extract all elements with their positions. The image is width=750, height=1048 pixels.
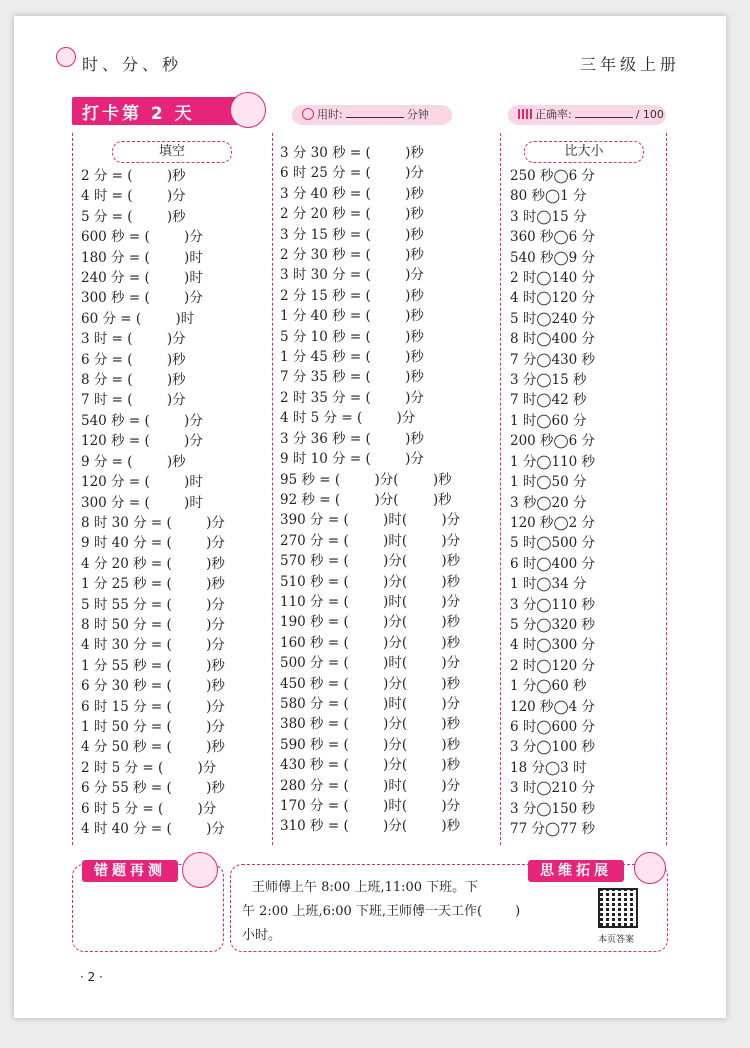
exercise-item[interactable]: 1 时◯50 分 <box>510 474 587 491</box>
exercise-item[interactable]: 1 分 25 秒 = ( )秒 <box>81 576 225 593</box>
exercise-item[interactable]: 7 分◯430 秒 <box>510 351 596 368</box>
exercise-item[interactable]: 1 时 50 分 = ( )分 <box>81 718 225 735</box>
exercise-item[interactable]: 180 分 = ( )时 <box>81 249 203 266</box>
exercise-item[interactable]: 6 分 = ( )秒 <box>81 351 186 368</box>
exercise-item[interactable]: 5 分 10 秒 = ( )秒 <box>280 328 424 345</box>
exercise-item[interactable]: 6 时 25 分 = ( )分 <box>280 165 424 182</box>
exercise-item[interactable]: 120 秒◯2 分 <box>510 514 596 531</box>
exercise-item[interactable]: 360 秒◯6 分 <box>510 229 596 246</box>
exercise-item[interactable]: 430 秒 = ( )分( )秒 <box>280 757 461 774</box>
exercise-item[interactable]: 3 时◯15 分 <box>510 208 587 225</box>
bar-chart-icon <box>518 109 532 119</box>
exercise-item[interactable]: 250 秒◯6 分 <box>510 168 596 184</box>
exercise-item[interactable]: 1 分 40 秒 = ( )秒 <box>280 308 424 325</box>
exercise-item[interactable]: 3 分◯150 秒 <box>510 800 596 817</box>
exercise-item[interactable]: 120 秒◯4 分 <box>510 698 596 715</box>
exercise-item[interactable]: 95 秒 = ( )分( )秒 <box>280 471 452 488</box>
exercise-item[interactable]: 6 分 30 秒 = ( )秒 <box>81 678 225 695</box>
day-banner-title: 打卡第 2 天 <box>82 104 195 124</box>
exercise-item[interactable]: 3 时 30 分 = ( )分 <box>280 267 424 284</box>
exercise-item[interactable]: 190 秒 = ( )分( )秒 <box>280 614 461 631</box>
exercise-item[interactable]: 3 分◯15 秒 <box>510 372 587 389</box>
question-line-2: 午 2:00 上班,6:00 下班,王师傅一天工作( ) <box>242 904 521 919</box>
exercise-item[interactable]: 160 秒 = ( )分( )秒 <box>280 634 461 651</box>
exercise-item[interactable]: 2 时◯140 分 <box>510 270 596 287</box>
accuracy-pill <box>508 105 666 125</box>
exercise-item[interactable]: 170 分 = ( )时( )分 <box>280 798 461 814</box>
exercise-item[interactable]: 6 时◯400 分 <box>510 555 596 572</box>
exercise-item[interactable]: 3 分 40 秒 = ( )秒 <box>280 185 424 202</box>
time-used-blank[interactable] <box>346 107 404 118</box>
dog-mascot-icon <box>230 92 266 128</box>
exercise-item[interactable]: 4 分 20 秒 = ( )秒 <box>81 555 225 572</box>
exercise-item[interactable]: 1 时◯60 分 <box>510 412 587 429</box>
exercise-item[interactable]: 6 时 5 分 = ( )分 <box>81 800 217 817</box>
qr-code-icon[interactable] <box>598 888 638 928</box>
exercise-item[interactable]: 120 分 = ( )时 <box>81 474 203 491</box>
exercise-item[interactable]: 3 秒◯20 分 <box>510 494 587 511</box>
exercise-item[interactable]: 5 时 55 分 = ( )分 <box>81 596 225 613</box>
exercise-item[interactable]: 580 分 = ( )时( )分 <box>280 695 461 712</box>
exercise-item[interactable]: 9 时 10 分 = ( )分 <box>280 451 424 468</box>
elephant-mascot-icon <box>182 852 218 888</box>
exercise-item[interactable]: 4 分 50 秒 = ( )秒 <box>81 739 225 756</box>
fill-section-list <box>81 166 225 839</box>
bear-mascot-icon <box>634 852 666 884</box>
exercise-item[interactable]: 110 分 = ( )时( )分 <box>280 593 461 610</box>
exercise-item[interactable]: 4 时 5 分 = ( )分 <box>280 410 416 427</box>
exercise-item[interactable]: 80 秒◯1 分 <box>510 188 587 205</box>
exercise-item[interactable]: 5 分 = ( )秒 <box>81 208 186 225</box>
exercise-item[interactable]: 8 时 50 分 = ( )分 <box>81 616 225 633</box>
middle-section-list <box>280 143 460 837</box>
exercise-item[interactable]: 5 时◯500 分 <box>510 535 596 552</box>
accuracy-total: / 100 <box>635 108 664 121</box>
time-used-pill <box>292 105 452 125</box>
exercise-item[interactable]: 300 秒 = ( )分 <box>81 290 203 307</box>
exercise-item[interactable]: 3 分◯110 秒 <box>510 596 596 613</box>
fill-section-title: 填空 <box>112 141 232 163</box>
exercise-item[interactable]: 450 秒 = ( )分( )秒 <box>280 675 461 692</box>
exercise-item[interactable]: 6 时 15 分 = ( )分 <box>81 698 225 715</box>
exercise-item[interactable]: 390 分 = ( )时( )分 <box>280 512 461 529</box>
exercise-item[interactable]: 60 分 = ( )时 <box>81 310 195 327</box>
exercise-item[interactable]: 2 分 = ( )秒 <box>81 168 186 184</box>
column-divider <box>272 133 273 845</box>
exercise-item[interactable]: 6 时◯600 分 <box>510 718 596 735</box>
exercise-item[interactable]: 9 时 40 分 = ( )分 <box>81 535 225 552</box>
exercise-item[interactable]: 8 分 = ( )秒 <box>81 372 186 389</box>
accuracy-blank[interactable] <box>575 107 633 118</box>
exercise-item[interactable]: 9 分 = ( )秒 <box>81 453 186 470</box>
exercise-item[interactable]: 77 分◯77 秒 <box>510 821 596 837</box>
exercise-item[interactable]: 3 分 36 秒 = ( )秒 <box>280 430 424 447</box>
exercise-item[interactable]: 7 分 35 秒 = ( )秒 <box>280 369 424 386</box>
exercise-item[interactable]: 4 时◯120 分 <box>510 290 596 307</box>
exercise-item[interactable]: 92 秒 = ( )分( )秒 <box>280 491 452 508</box>
exercise-item[interactable]: 300 分 = ( )时 <box>81 494 203 511</box>
exercise-item[interactable]: 280 分 = ( )时( )分 <box>280 777 461 794</box>
question-line-1: 王师傅上午 8:00 上班,11:00 下班。下 <box>252 880 479 895</box>
exercise-item[interactable]: 1 分◯110 秒 <box>510 453 596 470</box>
column-divider <box>666 133 667 845</box>
thinking-box-title: 思维拓展 <box>528 860 624 882</box>
accuracy-label: 正确率: <box>535 108 572 121</box>
time-used-label: 用时: <box>317 108 343 121</box>
exercise-item[interactable]: 2 分 30 秒 = ( )秒 <box>280 247 424 264</box>
cat-mascot-icon <box>56 47 76 67</box>
exercise-item[interactable]: 570 秒 = ( )分( )秒 <box>280 553 461 570</box>
exercise-item[interactable]: 2 分 15 秒 = ( )秒 <box>280 287 424 304</box>
compare-section-list <box>510 166 595 839</box>
exercise-item[interactable]: 7 时 = ( )分 <box>81 392 186 409</box>
exercise-item[interactable]: 1 时◯34 分 <box>510 576 587 593</box>
exercise-item[interactable]: 8 时 30 分 = ( )分 <box>81 514 225 531</box>
time-used-unit: 分钟 <box>406 108 429 121</box>
exercise-item[interactable]: 2 时◯120 分 <box>510 657 596 674</box>
exercise-item[interactable]: 5 时◯240 分 <box>510 310 596 327</box>
chapter-title: 时、分、秒 <box>82 55 183 74</box>
exercise-item[interactable]: 590 秒 = ( )分( )秒 <box>280 736 461 753</box>
exercise-item[interactable]: 510 秒 = ( )分( )秒 <box>280 573 461 590</box>
exercise-item[interactable]: 5 分◯320 秒 <box>510 616 596 633</box>
exercise-item[interactable]: 3 分 15 秒 = ( )秒 <box>280 226 424 243</box>
exercise-item[interactable]: 540 秒 = ( )分 <box>81 412 203 429</box>
exercise-item[interactable]: 240 分 = ( )时 <box>81 270 203 287</box>
exercise-item[interactable]: 310 秒 = ( )分( )秒 <box>280 818 461 835</box>
exercise-item[interactable]: 600 秒 = ( )分 <box>81 229 203 246</box>
exercise-item[interactable]: 3 时 = ( )分 <box>81 331 186 348</box>
question-line-3: 小时。 <box>242 928 282 943</box>
exercise-item[interactable]: 270 分 = ( )时( )分 <box>280 532 461 549</box>
exercise-item[interactable]: 540 秒◯9 分 <box>510 249 596 266</box>
exercise-item[interactable]: 2 分 20 秒 = ( )秒 <box>280 206 424 223</box>
column-divider <box>500 133 501 845</box>
exercise-item[interactable]: 4 时◯300 分 <box>510 637 596 654</box>
exercise-item[interactable]: 3 时◯210 分 <box>510 780 596 797</box>
exercise-item[interactable]: 7 时◯42 秒 <box>510 392 587 409</box>
exercise-item[interactable]: 500 分 = ( )时( )分 <box>280 655 461 672</box>
exercise-item[interactable]: 3 分 30 秒 = ( )秒 <box>280 145 424 161</box>
clock-icon <box>302 108 314 120</box>
qr-caption: 本页答案 <box>598 935 635 945</box>
exercise-item[interactable]: 120 秒 = ( )分 <box>81 433 203 450</box>
exercise-item[interactable]: 4 时 = ( )分 <box>81 188 186 205</box>
compare-section-title: 比大小 <box>524 141 644 163</box>
exercise-item[interactable]: 4 时 30 分 = ( )分 <box>81 637 225 654</box>
exercise-item[interactable]: 18 分◯3 时 <box>510 759 587 776</box>
exercise-item[interactable]: 1 分 45 秒 = ( )秒 <box>280 349 424 366</box>
grade-label: 三年级上册 <box>579 55 680 74</box>
exercise-item[interactable]: 2 时 5 分 = ( )分 <box>81 759 217 776</box>
exercise-item[interactable]: 2 时 35 分 = ( )分 <box>280 389 424 406</box>
exercise-item[interactable]: 1 分 55 秒 = ( )秒 <box>81 657 225 674</box>
exercise-item[interactable]: 200 秒◯6 分 <box>510 433 596 450</box>
exercise-item[interactable]: 8 时◯400 分 <box>510 331 596 348</box>
exercise-item[interactable]: 1 分◯60 秒 <box>510 678 587 695</box>
exercise-item[interactable]: 4 时 40 分 = ( )分 <box>81 821 225 837</box>
exercise-item[interactable]: 3 分◯100 秒 <box>510 739 596 756</box>
exercise-item[interactable]: 6 分 55 秒 = ( )秒 <box>81 780 225 797</box>
exercise-item[interactable]: 380 秒 = ( )分( )秒 <box>280 716 461 733</box>
review-box-title: 错题再测 <box>82 860 178 882</box>
page-number: · 2 · <box>80 970 103 984</box>
column-divider <box>72 133 73 845</box>
